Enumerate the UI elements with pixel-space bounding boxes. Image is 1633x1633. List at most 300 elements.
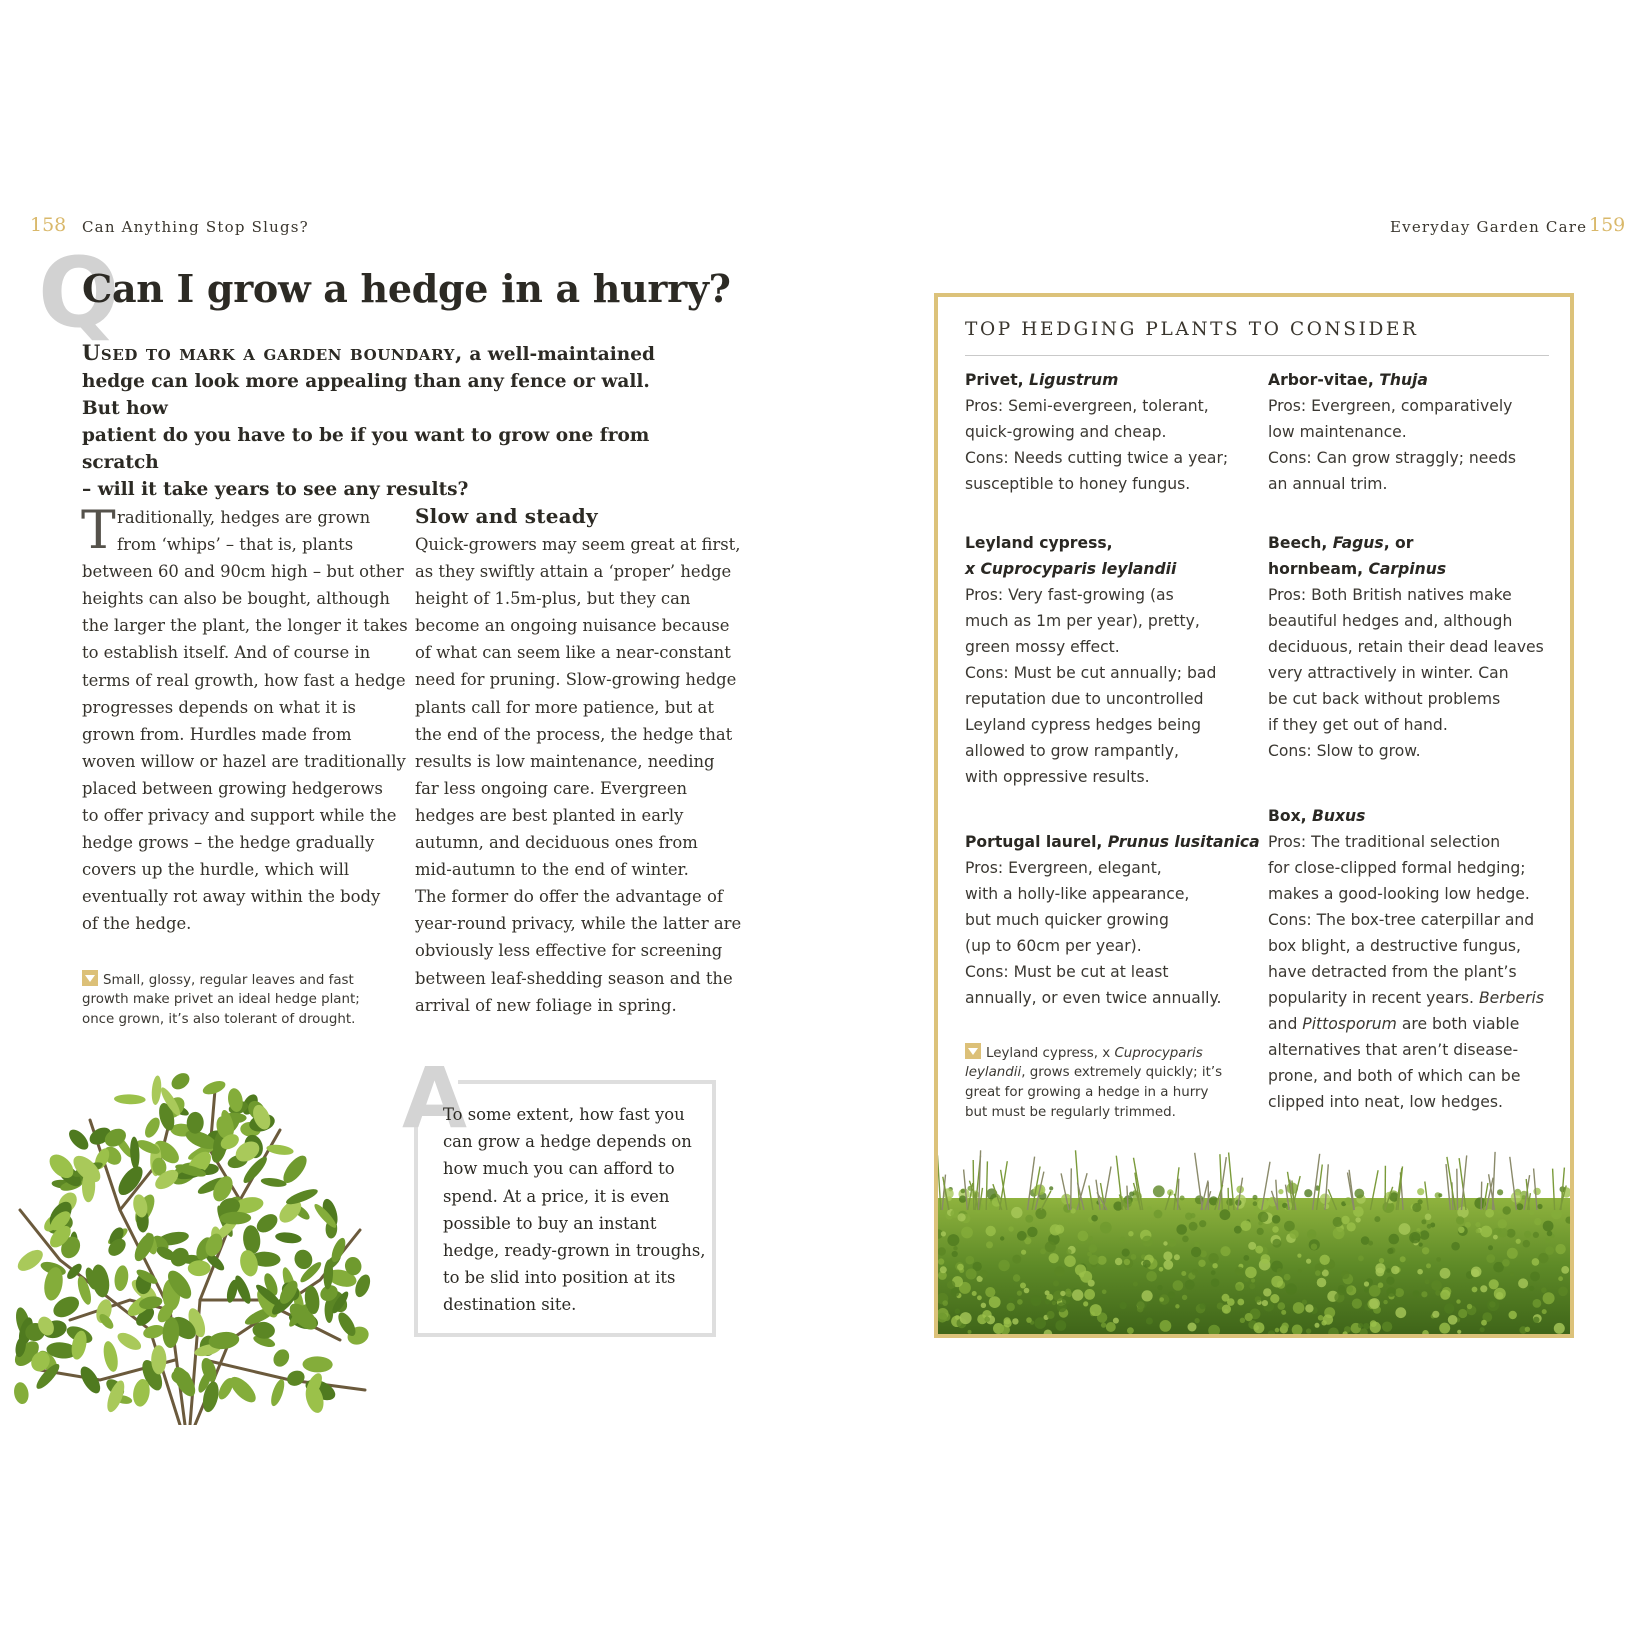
hedge-foliage-dot [1465, 1222, 1471, 1228]
hedge-foliage-dot [1017, 1231, 1027, 1241]
hedge-foliage-dot [1253, 1201, 1258, 1206]
hedge-foliage-dot [1545, 1238, 1550, 1243]
hedge-foliage-dot [1533, 1188, 1540, 1195]
hedge-foliage-dot [958, 1213, 966, 1221]
body-line: far less ongoing care. Evergreen [415, 778, 688, 798]
intro-smallcaps: Used to mark a garden boundary, [82, 340, 463, 365]
body-line: of the hedge. [82, 914, 192, 934]
hedge-foliage-dot [1315, 1270, 1321, 1276]
hedge-foliage-dot [1395, 1307, 1406, 1318]
answer-line: can grow a hedge depends on [443, 1132, 692, 1152]
hedge-foliage-dot [1052, 1301, 1056, 1305]
plant-line: reputation due to uncontrolled [965, 690, 1204, 708]
plant-entry-box [1268, 803, 1544, 1115]
hedge-foliage-dot [1089, 1244, 1098, 1253]
body-line: arrival of new foliage in spring. [415, 995, 677, 1015]
hedge-foliage-dot [1498, 1219, 1507, 1228]
hedge-foliage-dot [1293, 1302, 1305, 1314]
hedge-foliage-dot [1253, 1195, 1258, 1200]
plant-line: annually, or even twice annually. [965, 989, 1222, 1007]
hedge-foliage-dot [1364, 1288, 1369, 1293]
hedge-foliage-dot [1011, 1207, 1022, 1218]
hedge-foliage-dot [1315, 1323, 1320, 1328]
plant-line: but much quicker growing [965, 911, 1169, 929]
hedge-foliage-dot [1192, 1269, 1199, 1276]
hedge-foliage-dot [955, 1315, 960, 1320]
hedge-foliage-dot [1235, 1267, 1244, 1276]
plant-line: with oppressive results. [965, 768, 1150, 786]
body-line: The former do offer the advantage of [415, 887, 723, 907]
hedge-foliage-dot [1129, 1192, 1134, 1197]
plant-line: Cons: Can grow straggly; needs [1268, 449, 1517, 467]
plant-line: quick-growing and cheap. [965, 423, 1167, 441]
hedge-foliage-dot [1199, 1220, 1206, 1227]
hedge-foliage-dot [1154, 1210, 1163, 1219]
hedge-foliage-dot [1040, 1249, 1046, 1255]
plant-line: low maintenance. [1268, 423, 1407, 441]
hedge-foliage-dot [1248, 1242, 1256, 1250]
hedge-foliage-dot [1467, 1304, 1472, 1309]
hedge-foliage-dot [1153, 1185, 1165, 1197]
hedge-foliage-dot [955, 1309, 960, 1314]
body-line: to establish itself. And of course in [82, 643, 371, 663]
plant-line: Cons: Slow to grow. [1268, 742, 1421, 760]
caption-triangle-icon [965, 1043, 981, 1059]
hedge-foliage-dot [1534, 1218, 1541, 1225]
hedge-foliage-dot [1425, 1214, 1432, 1221]
answer-line: To some extent, how fast you [443, 1105, 685, 1124]
hedge-foliage-dot [1191, 1247, 1201, 1257]
hedge-foliage-dot [1529, 1286, 1534, 1291]
plant-line: (up to 60cm per year). [965, 937, 1142, 955]
hedge-foliage-dot [1060, 1291, 1065, 1296]
plant-latin-inline: Berberis [1478, 989, 1545, 1007]
hedge-foliage-dot [1409, 1232, 1420, 1243]
hedge-foliage-dot [1306, 1259, 1311, 1264]
hedge-foliage-dot [1262, 1300, 1268, 1306]
plant-line: Cons: Must be cut annually; bad [965, 664, 1217, 682]
hedge-foliage-dot [1106, 1322, 1116, 1332]
hedge-foliage-dot [1021, 1250, 1026, 1255]
answer-line: hedge, ready-grown in troughs, [443, 1240, 706, 1260]
hedge-foliage-dot [1475, 1222, 1480, 1227]
hedge-foliage-dot [1341, 1271, 1350, 1280]
hedge-foliage-dot [1545, 1246, 1554, 1255]
hedge-foliage-dot [977, 1295, 982, 1300]
plant-line: makes a good-looking low hedge. [1268, 885, 1530, 903]
hedge-foliage-dot [1244, 1277, 1249, 1282]
hedge-foliage-dot [1133, 1282, 1138, 1287]
plant-latin: Buxus [1312, 807, 1366, 825]
plant-name: , or [1383, 534, 1414, 552]
hedge-foliage-dot [1481, 1320, 1487, 1326]
hedge-foliage-dot [980, 1270, 988, 1278]
intro-line: patient do you have to be if you want to grow one from scratch [82, 425, 650, 473]
hedge-foliage-dot [1426, 1263, 1431, 1268]
caption-text: Leyland cypress, x [986, 1046, 1115, 1061]
hedge-foliage-dot [1304, 1189, 1312, 1197]
hedge-foliage-dot [1198, 1260, 1205, 1267]
hedge-foliage-dot [1175, 1304, 1179, 1308]
hedge-foliage-dot [1004, 1317, 1011, 1324]
hedge-foliage-dot [1017, 1291, 1022, 1296]
caption-line: Small, glossy, regular leaves and fast [103, 973, 354, 988]
leaf [66, 1126, 92, 1153]
hedge-foliage-dot [1541, 1287, 1547, 1293]
hedge-foliage-dot [1533, 1232, 1539, 1238]
hedge-foliage-dot [1062, 1296, 1070, 1304]
hedge-foliage-dot [1561, 1266, 1569, 1274]
hedge-foliage-dot [1220, 1246, 1230, 1256]
hedge-foliage-dot [1497, 1189, 1503, 1195]
hedge-foliage-dot [1509, 1311, 1517, 1319]
hedge-foliage-dot [941, 1231, 946, 1236]
hedge-foliage-dot [1281, 1323, 1288, 1330]
leaf [113, 1264, 130, 1291]
plant-line: have detracted from the plant’s [1268, 963, 1517, 981]
body-column-1 [81, 501, 408, 938]
hedge-foliage-dot [1188, 1323, 1197, 1332]
hedge-foliage-dot [1498, 1209, 1503, 1214]
hedge-foliage-dot [1159, 1267, 1164, 1272]
hedge-foliage-dot [1089, 1255, 1099, 1265]
plant-name: hornbeam, [1268, 560, 1369, 578]
right-running-head: Everyday Garden Care [1390, 218, 1588, 236]
hedge-foliage-dot [1284, 1274, 1291, 1281]
body-line: eventually rot away within the body [82, 887, 381, 907]
leaf [151, 1345, 166, 1374]
body-line: the larger the plant, the longer it takes [82, 616, 408, 636]
caption-italic: leylandii [965, 1065, 1022, 1080]
hedge-foliage-dot [959, 1195, 966, 1202]
hedge-foliage-dot [1185, 1280, 1195, 1290]
leaf [285, 1368, 307, 1389]
leaf [168, 1070, 192, 1093]
hedge-foliage-dot [1502, 1259, 1510, 1267]
hedge-foliage-dot [1013, 1274, 1020, 1281]
hedge-foliage-dot [1532, 1258, 1540, 1266]
hedge-foliage-dot [1249, 1283, 1255, 1289]
hedge-foliage-dot [1374, 1216, 1380, 1222]
plant-line: very attractively in winter. Can [1268, 664, 1509, 682]
hedge-foliage-dot [1012, 1255, 1021, 1264]
hedge-foliage-dot [986, 1226, 996, 1236]
hedge-foliage-dot [1272, 1226, 1279, 1233]
hedge-foliage-dot [1448, 1315, 1458, 1325]
hedge-foliage-dot [1440, 1290, 1450, 1300]
hedge-foliage-dot [1055, 1320, 1066, 1331]
hedge-foliage-dot [1427, 1224, 1432, 1229]
plant-line: be cut back without problems [1268, 690, 1501, 708]
hedge-foliage-dot [1378, 1282, 1384, 1288]
body-line: progresses depends on what it is [82, 697, 356, 717]
hedge-foliage-dot [1458, 1309, 1467, 1318]
hedge-foliage-dot [1026, 1317, 1032, 1323]
hedge-foliage-dot [1298, 1269, 1302, 1273]
hedge-foliage-dot [1436, 1257, 1441, 1262]
hedge-foliage-dot [1399, 1223, 1411, 1235]
hedge-foliage-dot [1146, 1318, 1153, 1325]
hedge-foliage-dot [1174, 1254, 1180, 1260]
hedge-foliage-dot [1281, 1310, 1286, 1315]
hedge-foliage-dot [1485, 1209, 1494, 1218]
box-title: TOP HEDGING PLANTS TO CONSIDER [965, 319, 1419, 340]
hedge-foliage-dot [1176, 1224, 1187, 1235]
hedge-foliage-dot [1255, 1246, 1263, 1254]
hedge-foliage-dot [1211, 1278, 1220, 1287]
hedge-foliage-dot [1542, 1309, 1547, 1314]
answer-line: destination site. [443, 1295, 577, 1315]
hedge-foliage-dot [1157, 1285, 1162, 1290]
hedge-foliage-dot [1000, 1236, 1004, 1240]
plant-line: Pros: The traditional selection [1268, 833, 1501, 851]
hedge-sprig [1071, 1168, 1072, 1210]
leyland-hedge-svg [938, 1140, 1570, 1334]
body-line: as they swiftly attain a ‘proper’ hedge [415, 562, 732, 582]
hedge-foliage-dot [1277, 1268, 1283, 1274]
hedge-foliage-dot [1311, 1244, 1317, 1250]
hedge-foliage-dot [1480, 1285, 1487, 1292]
hedge-foliage-dot [1419, 1243, 1423, 1247]
hedge-foliage-dot [1391, 1266, 1399, 1274]
hedge-foliage-dot [1190, 1213, 1195, 1218]
plant-line: Pros: Both British natives make [1268, 586, 1512, 604]
hedge-foliage-dot [1538, 1253, 1548, 1263]
body-line: year-round privacy, while the latter are [415, 914, 742, 934]
hedge-foliage-dot [1379, 1258, 1384, 1263]
hedge-foliage-dot [1432, 1311, 1439, 1318]
answer-line: how much you can afford to [443, 1159, 675, 1179]
hedge-foliage-dot [1457, 1330, 1461, 1334]
hedge-foliage-dot [1364, 1281, 1369, 1286]
plant-latin: Prunus lusitanica [1107, 833, 1260, 851]
body-line: autumn, and deciduous ones from [415, 833, 698, 853]
hedge-foliage-dot [1142, 1236, 1153, 1247]
hedge-foliage-dot [1422, 1247, 1429, 1254]
hedge-foliage-dot [1382, 1322, 1392, 1332]
body-line: of what can seem like a near-constant [415, 643, 731, 663]
plant-line: green mossy effect. [965, 638, 1120, 656]
hedge-foliage-dot [1358, 1255, 1364, 1261]
subhead-slow-and-steady: Slow and steady [415, 504, 598, 528]
hedge-foliage-dot [1438, 1193, 1442, 1197]
hedge-foliage-dot [1251, 1278, 1255, 1282]
hedge-sprig [1457, 1169, 1458, 1210]
hedge-foliage-dot [1439, 1323, 1450, 1334]
plant-latin: Fagus [1332, 534, 1384, 552]
plant-line: alternatives that aren’t disease- [1268, 1041, 1519, 1059]
plant-entry-leyland [965, 530, 1216, 790]
hedge-foliage-dot [1516, 1239, 1521, 1244]
hedge-foliage-dot [961, 1189, 966, 1194]
hedge-foliage-dot [998, 1260, 1009, 1271]
q-drop-letter: Q [38, 237, 120, 349]
hedge-foliage-dot [1533, 1317, 1539, 1323]
hedge-foliage-dot [1529, 1209, 1535, 1215]
plant-line: box blight, a destructive fungus, [1268, 937, 1521, 955]
hedge-foliage-dot [1234, 1226, 1242, 1234]
hedge-foliage-dot [1375, 1263, 1385, 1273]
body-line: results is low maintenance, needing [415, 751, 715, 771]
hedge-foliage-dot [1533, 1299, 1542, 1308]
hedge-foliage-dot [1307, 1229, 1317, 1239]
hedge-foliage-dot [1537, 1204, 1542, 1209]
plant-entry-privet [965, 367, 1228, 497]
leaf [352, 1272, 373, 1299]
answer-text [443, 1101, 705, 1319]
hedge-foliage-dot [1075, 1264, 1086, 1275]
plant-line: Cons: The box-tree caterpillar and [1268, 911, 1535, 929]
hedge-foliage-dot [1471, 1267, 1482, 1278]
leaf [142, 1115, 163, 1140]
intro-line: – will it take years to see any results? [82, 479, 469, 500]
hedge-foliage-dot [1047, 1311, 1055, 1319]
page-title: Can I grow a hedge in a hurry? [82, 266, 731, 311]
hedge-foliage-dot [953, 1246, 957, 1250]
left-running-head: Can Anything Stop Slugs? [82, 218, 309, 236]
hedge-foliage-dot [1417, 1269, 1423, 1275]
plant-line: Cons: Must be cut at least [965, 963, 1169, 981]
body-line: obviously less effective for screening [415, 941, 723, 961]
hedge-foliage-dot [1355, 1217, 1360, 1222]
hedge-foliage-dot [1127, 1327, 1134, 1334]
hedge-foliage-dot [1220, 1209, 1231, 1220]
hedge-foliage-dot [1530, 1272, 1540, 1282]
plant-line: if they get out of hand. [1268, 716, 1448, 734]
hedge-foliage-dot [1412, 1203, 1421, 1212]
hedge-foliage-dot [1245, 1267, 1257, 1279]
hedge-foliage-dot [1272, 1239, 1281, 1248]
privet-caption [82, 970, 360, 1030]
hedge-foliage-dot [981, 1303, 986, 1308]
right-page-number: 159 [1589, 214, 1626, 236]
hedge-sprig [973, 1160, 974, 1210]
body-line: raditionally, hedges are grown [117, 508, 371, 527]
hedge-foliage-dot [1195, 1318, 1200, 1323]
body-line: between leaf-shedding season and the [415, 968, 733, 988]
hedge-foliage-dot [1317, 1278, 1327, 1288]
plant-line: are both viable [1396, 1015, 1520, 1033]
hedge-foliage-dot [1120, 1237, 1126, 1243]
hedge-foliage-dot [1318, 1315, 1324, 1321]
hedge-foliage-dot [1007, 1303, 1015, 1311]
hedge-foliage-dot [1066, 1249, 1071, 1254]
hedge-foliage-dot [1253, 1322, 1264, 1333]
hedge-foliage-dot [1163, 1251, 1172, 1260]
hedge-foliage-dot [1115, 1258, 1122, 1265]
body-line: height of 1.5m-plus, but they can [415, 589, 691, 609]
hedge-foliage-dot [1494, 1288, 1506, 1300]
hedge-foliage-dot [1017, 1299, 1023, 1305]
plant-latin: Thuja [1379, 371, 1428, 389]
hedge-foliage-dot [1525, 1327, 1530, 1332]
hedge-foliage-dot [1089, 1236, 1094, 1241]
intro-line: a well-maintained [462, 344, 655, 365]
leaf [270, 1346, 292, 1369]
hedge-foliage-dot [1208, 1253, 1218, 1263]
hedge-foliage-dot [1543, 1221, 1554, 1232]
hedge-foliage-dot [1182, 1295, 1187, 1300]
plant-name: Box, [1268, 807, 1313, 825]
hedge-foliage-dot [1128, 1231, 1133, 1236]
hedge-foliage-dot [1031, 1295, 1042, 1306]
hedge-foliage-dot [1369, 1298, 1380, 1309]
leaf [14, 1246, 46, 1275]
hedge-foliage-dot [1344, 1197, 1352, 1205]
hedge-foliage-dot [1383, 1300, 1387, 1304]
hedge-foliage-dot [1100, 1222, 1112, 1234]
hedge-foliage-dot [1255, 1296, 1261, 1302]
body-line: woven willow or hazel are traditionally [82, 751, 406, 771]
caption-line: once grown, it’s also tolerant of drought. [82, 1012, 356, 1027]
plant-latin-inline: Pittosporum [1302, 1015, 1397, 1033]
plant-entry-portugal-laurel [965, 829, 1260, 1011]
leaf [275, 1231, 303, 1245]
hedge-foliage-dot [1551, 1209, 1562, 1220]
caption-italic: Cuprocyparis [1114, 1046, 1203, 1061]
plant-line: Pros: Evergreen, elegant, [965, 859, 1162, 877]
hedge-foliage-dot [1421, 1219, 1426, 1224]
hedge-foliage-dot [1222, 1294, 1230, 1302]
hedge-foliage-dot [1055, 1225, 1064, 1234]
box-title-rule [965, 355, 1549, 356]
privet-shrub-image [0, 1060, 390, 1425]
privet-shrub-svg [0, 1060, 390, 1425]
plant-line: much as 1m per year), pretty, [965, 612, 1200, 630]
hedge-foliage-dot [1241, 1221, 1252, 1232]
hedge-foliage-dot [1386, 1268, 1391, 1273]
hedge-foliage-dot [1084, 1289, 1095, 1300]
hedge-foliage-dot [1323, 1314, 1333, 1324]
hedge-foliage-dot [985, 1287, 995, 1297]
leaf [268, 1378, 287, 1408]
hedge-foliage-dot [1083, 1301, 1088, 1306]
hedge-foliage-dot [1420, 1230, 1430, 1240]
body-line: the end of the process, the hedge that [415, 724, 733, 744]
left-page-number: 158 [30, 214, 67, 236]
hedge-sprig [1228, 1188, 1229, 1210]
hedge-foliage-dot [1113, 1318, 1119, 1324]
hedge-foliage-dot [1189, 1222, 1198, 1231]
hedge-foliage-dot [1160, 1320, 1172, 1332]
hedge-foliage-dot [1027, 1227, 1037, 1237]
hedge-foliage-dot [1341, 1216, 1349, 1224]
hedge-foliage-dot [1278, 1189, 1283, 1194]
plant-line: with a holly-like appearance, [965, 885, 1190, 903]
plant-line: allowed to grow rampantly, [965, 742, 1179, 760]
plant-name: Portugal laurel, [965, 833, 1108, 851]
hedge-foliage-dot [1290, 1230, 1299, 1239]
hedge-foliage-dot [1480, 1226, 1492, 1238]
hedge-foliage-dot [966, 1269, 977, 1280]
hedge-foliage-dot [1387, 1248, 1393, 1254]
hedge-foliage-dot [1020, 1283, 1026, 1289]
hedge-foliage-dot [952, 1251, 958, 1257]
body-column-2 [415, 531, 741, 1019]
answer-line: spend. At a price, it is even [443, 1186, 670, 1206]
body-line: heights can also be bought, although [82, 589, 390, 609]
hedge-foliage-dot [1489, 1279, 1499, 1289]
plant-name: Leyland cypress, [965, 534, 1113, 552]
hedge-foliage-dot [1199, 1303, 1205, 1309]
leaf [284, 1186, 319, 1207]
hedge-foliage-dot [1306, 1328, 1311, 1333]
hedge-foliage-dot [1417, 1188, 1424, 1195]
body-line: Quick-growers may seem great at first, [415, 535, 741, 554]
hedge-foliage-dot [1456, 1216, 1464, 1224]
plant-line: Leyland cypress hedges being [965, 716, 1201, 734]
hedge-foliage-dot [1431, 1280, 1442, 1291]
